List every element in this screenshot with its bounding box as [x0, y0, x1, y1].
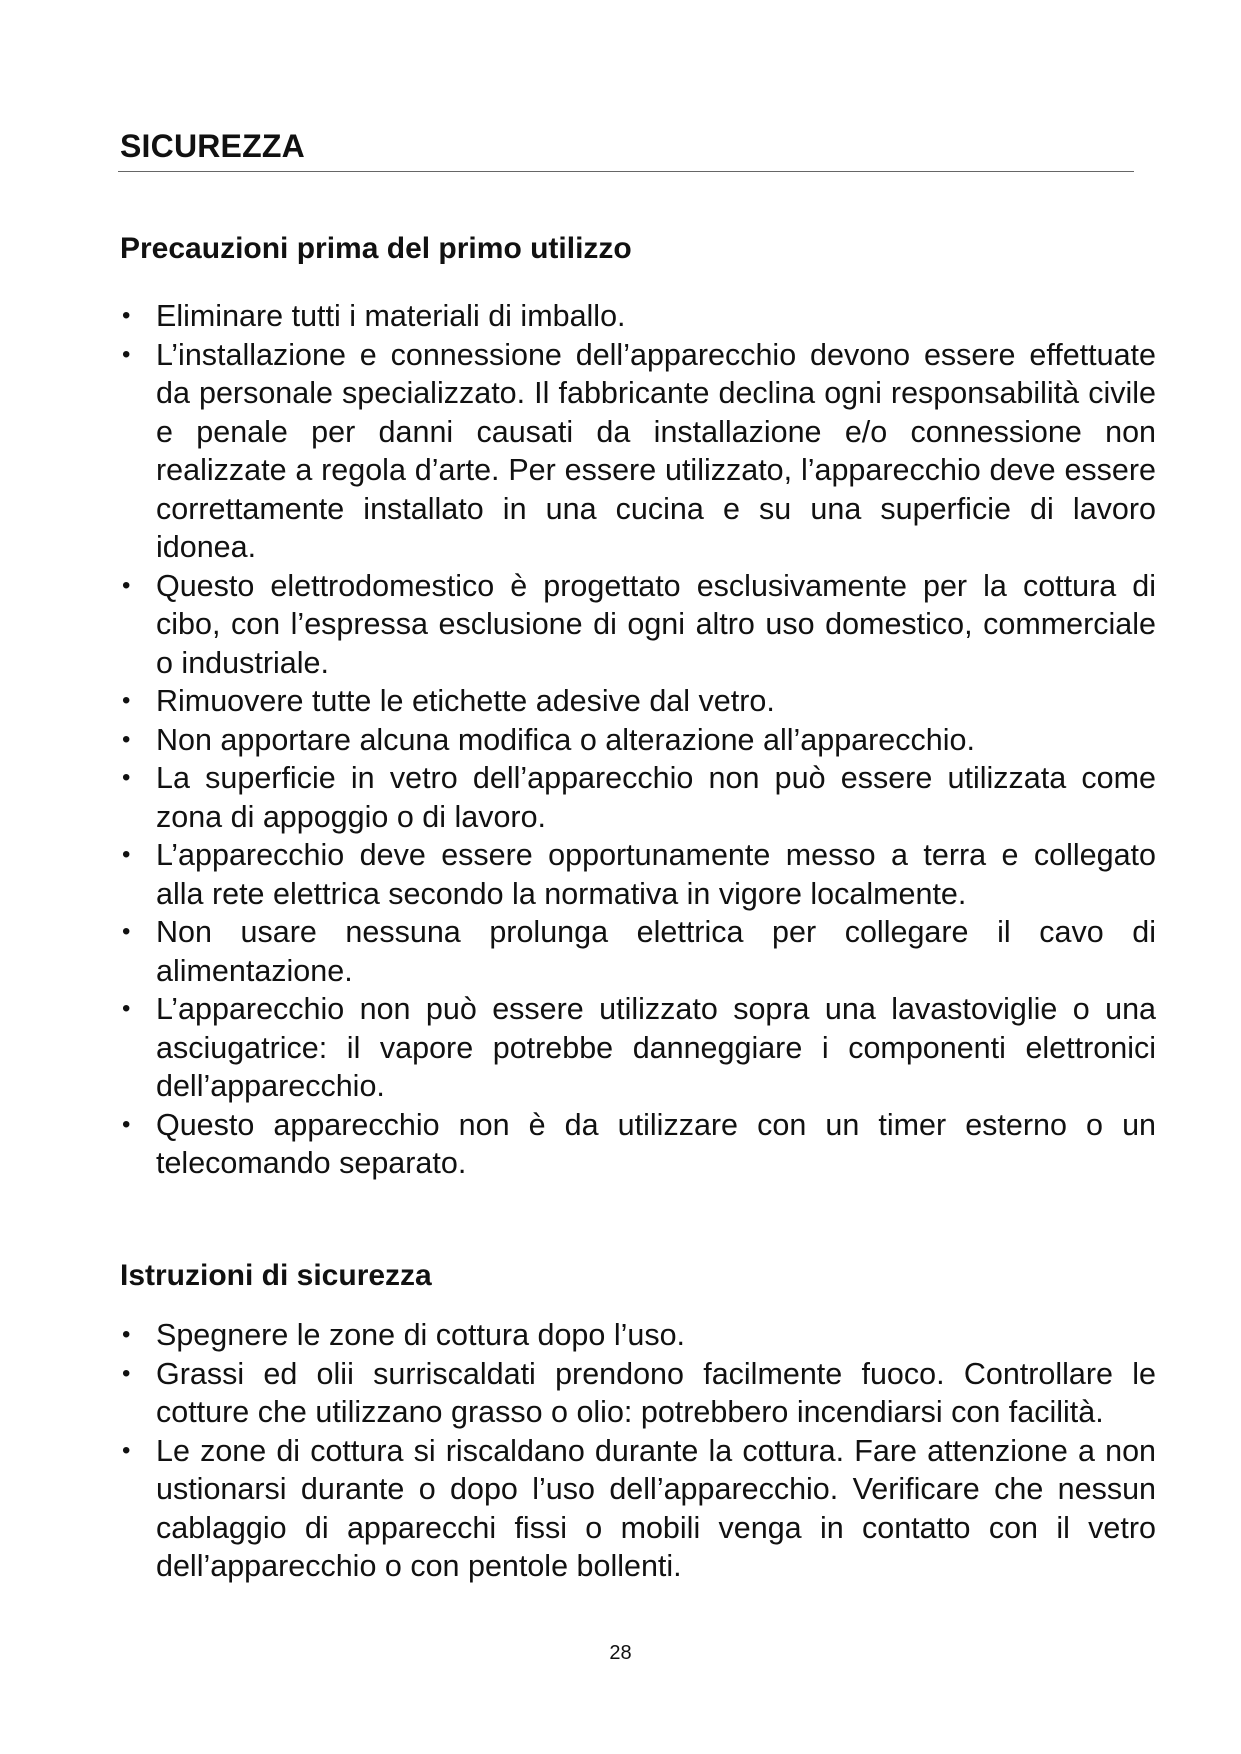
precautions-list — [0, 297, 1156, 1183]
list-item: • Grassi ed olii surriscaldati prendono facilmente fuoco. Controllare le cotture che utilizzano grasso o olio: potrebbero incendiarsi con facilità. — [122, 1356, 1156, 1429]
page-number: 28 — [609, 1642, 632, 1664]
bullet-icon: • — [122, 764, 131, 791]
bullet-icon: • — [122, 687, 131, 714]
list-item: • Questo apparecchio non è da utilizzare con un timer esterno o un telecomando separato. — [122, 1107, 1156, 1180]
bullet-icon: • — [122, 1436, 131, 1464]
bullet-icon: • — [122, 571, 131, 599]
list-item: • L’apparecchio non può essere utilizzato sopra una lavastoviglie o una asciugatrice: il vapore potrebbe danneggiare i componenti elettronici dell’apparecchio. — [122, 992, 1156, 1103]
list-item: • La superficie in vetro dell’apparecchio non può essere utilizzata come zona di appoggio o di lavoro. — [122, 761, 1156, 834]
bullet-icon: • — [122, 1359, 131, 1387]
title-divider — [118, 171, 1134, 172]
bullet-icon: • — [122, 1321, 131, 1348]
bullet-icon: • — [122, 725, 131, 753]
list-item: • Non usare nessuna prolunga elettrica per collegare il cavo di alimentazione. — [122, 915, 1156, 988]
list-item: • Spegnere le zone di cottura dopo l’uso. — [0, 1316, 1156, 1355]
list-item: • Non apportare alcuna modifica o alterazione all’apparecchio. — [0, 721, 1156, 760]
list-item: • Eliminare tutti i materiali di imballo. — [0, 297, 1156, 336]
list-item: • L’installazione e connessione dell’apparecchio devono essere effettuate da personale specializzato. Il fabbricante declina ogni responsabilità civile e penale per danni causati da installazione e/o connessione non realizzate a regola d’arte. Per essere utilizzato, l’apparecchio deve essere correttamente installato in una cucina e su una superficie di lavoro idonea. — [122, 337, 1156, 564]
bullet-icon: • — [122, 340, 131, 368]
precautions-heading: Precauzioni prima del primo utilizzo — [120, 232, 632, 265]
safety-instructions-list — [0, 1316, 1156, 1586]
list-item: • Rimuovere tutte le etichette adesive dal vetro. — [0, 682, 1156, 721]
list-item: • Le zone di cottura si riscaldano durante la cottura. Fare attenzione a non ustionarsi durante o dopo l’uso dell’apparecchio. Verificare che nessun cablaggio di apparecchi fissi o mobili venga in contatto con il vetro dell’apparecchio o con pentole bollenti. — [122, 1433, 1156, 1583]
list-item: • Questo elettrodomestico è progettato esclusivamente per la cottura di cibo, con l’espressa esclusione di ogni altro uso domestico, commerciale o industriale. — [122, 568, 1156, 680]
bullet-icon: • — [122, 1110, 131, 1138]
bullet-icon: • — [122, 918, 131, 945]
list-item: • L’apparecchio deve essere opportunamente messo a terra e collegato alla rete elettrica secondo la normativa in vigore localmente. — [122, 838, 1156, 911]
safety-instructions-heading: Istruzioni di sicurezza — [120, 1259, 432, 1292]
section-title: SICUREZZA — [120, 128, 305, 164]
bullet-icon: • — [122, 302, 131, 329]
bullet-icon: • — [122, 995, 131, 1022]
bullet-icon: • — [122, 841, 131, 868]
